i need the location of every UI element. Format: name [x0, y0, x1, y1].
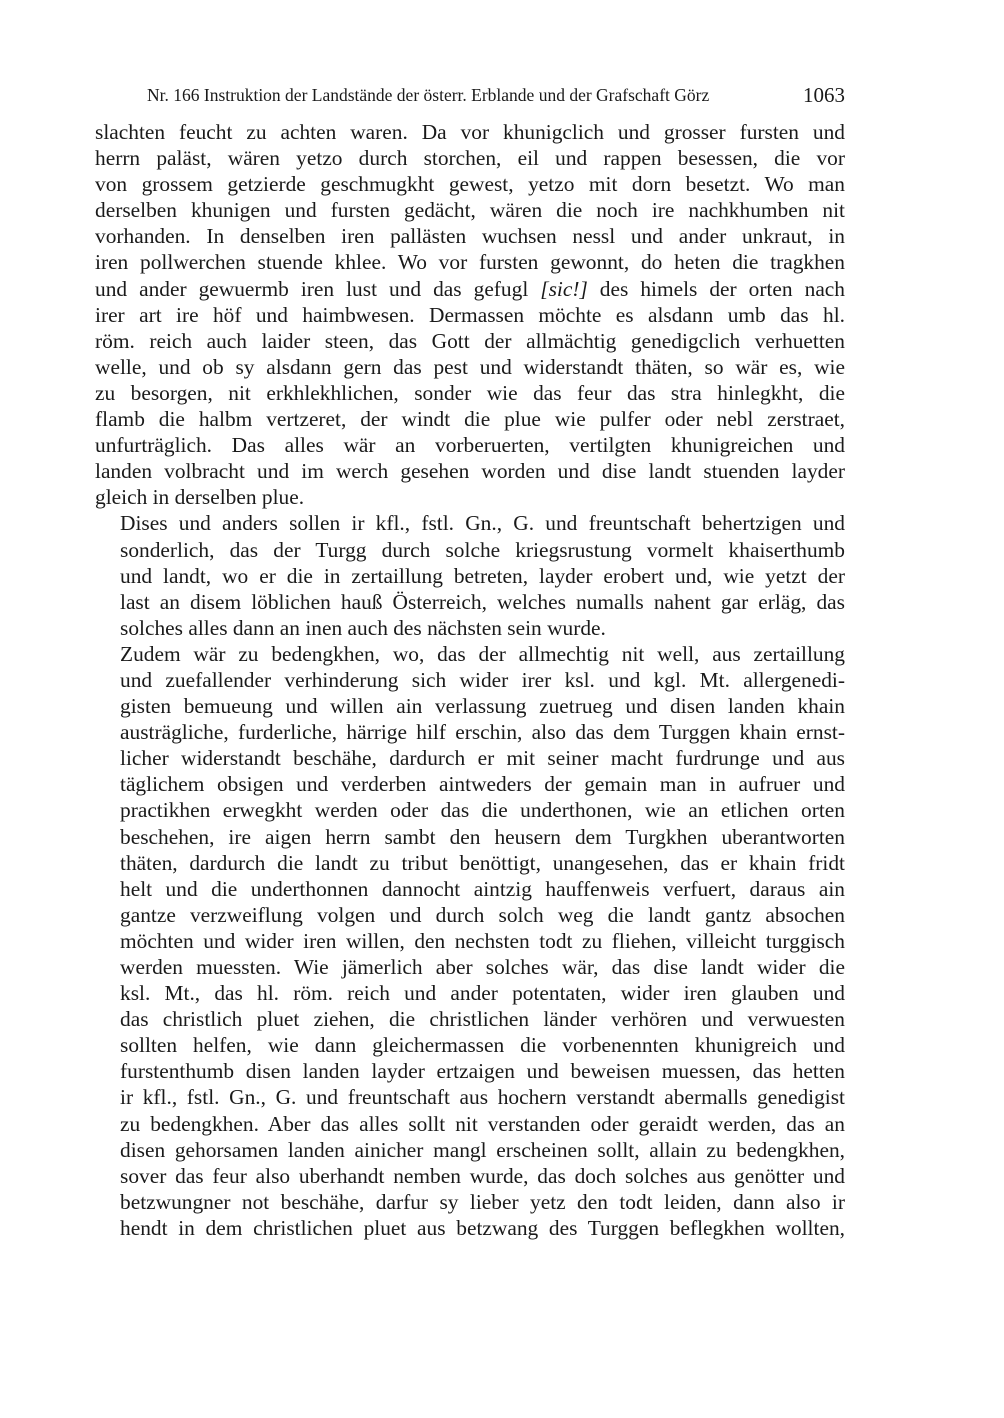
text-line: ksl. Mt., das hl. röm. reich und ander potentaten, wider iren glauben und [120, 981, 845, 1006]
paragraph [95, 119, 845, 510]
text-line: solches alles dann an inen auch des nächsten sein wurde. [120, 615, 606, 640]
text-line: licher widerstandt beschähe, dardurch er mit seiner macht furdrunge und aus [120, 746, 845, 771]
running-head-title: Nr. 166 Instruktion der Landstände der österr. Erblande und der Grafschaft Görz [147, 85, 710, 105]
text-line: und ander gewuermb iren lust und das gefugl [sic!] des himels der orten nach [95, 276, 845, 301]
text-line: disen gehorsamen landen ainicher mangl erscheinen sollt, allain zu bedengkhen, [120, 1137, 845, 1162]
text-line: helt und die underthonnen dannocht aintzig hauffenweis verfuert, daraus ain [120, 876, 845, 901]
body-text [95, 119, 845, 1241]
text-line: unfurträglich. Das alles wär an vorberuerten, vertilgten khunigreichen und [95, 433, 845, 458]
text-line: gantze verzweiflung volgen und durch solch weg die landt gantz absochen [120, 902, 845, 927]
text-line: gisten bemueung und willen ain verlassung zuetrueg und disen landen khain [120, 694, 845, 719]
text-line: das christlich pluet ziehen, die christlichen länder verhören und verwuesten [120, 1007, 845, 1032]
text-line: derselben khunigen und fursten gedächt, wären die noch ire nachkhumben nit [95, 198, 845, 223]
text-line: zu bedengkhen. Aber das alles sollt nit verstanden oder geraidt werden, das an [120, 1111, 845, 1136]
text-line: last an disem löblichen hauß Österreich, welches numalls nahent gar erläg, das [120, 589, 845, 614]
text-line: slachten feucht zu achten waren. Da vor khunigclich und grosser fursten und [95, 120, 845, 144]
page-number: 1063 [803, 83, 845, 107]
text-line: möchten und wider iren willen, den nechsten todt zu fliehen, villeicht turggisch [120, 928, 845, 953]
document-page [95, 78, 845, 1241]
paragraph [95, 641, 845, 1241]
text-line: zu besorgen, nit erkhlekhlichen, sonder wie das feur das stra hinlegkht, die [95, 380, 845, 405]
text-line: Zudem wär zu bedengkhen, wo, das der allmechtig nit well, aus zertaillung [120, 641, 845, 666]
text-line: practikhen erwegkht werden oder das die underthonen, wie an etlichen orten [120, 798, 845, 823]
text-line: landen volbracht und im werch gesehen worden und dise landt stuenden layder [95, 459, 845, 484]
text-line: täglichem obsigen und verderben aintweders der gemain man in aufruer und [120, 772, 845, 797]
text-line: ir kfl., fstl. Gn., G. und freuntschaft aus hochern verstandt abermalls genedigist [120, 1085, 845, 1110]
text-line: röm. reich auch laider steen, das Gott der allmächtig genedigclich verhuetten [95, 328, 845, 353]
text-line: hendt in dem christlichen pluet aus betzwang des Turggen beflegkhen wollten, [120, 1215, 845, 1240]
text-line: und landt, wo er die in zertaillung betreten, layder erobert und, wie yetzt der [120, 563, 845, 588]
text-line: und zuefallender verhinderung sich wider irer ksl. und kgl. Mt. allergenedi- [120, 667, 845, 692]
running-head [95, 78, 845, 112]
sic-annotation: [sic!] [540, 276, 588, 301]
text-line: austrägliche, furderliche, härrige hilf erschin, also das dem Turggen khain ernst- [120, 720, 845, 745]
text-line: thäten, dardurch die landt zu tribut benöttigt, unangesehen, das er khain fridt [120, 850, 845, 875]
text-line: sollten helfen, wie dann gleichermassen die vorbenennten khunigreich und [120, 1033, 845, 1058]
text-line: gleich in derselben plue. [95, 485, 305, 510]
text-line: von grossem getzierde geschmugkht gewest, yetzo mit dorn besetzt. Wo man [95, 172, 845, 197]
text-line: herrn paläst, wären yetzo durch storchen, eil und rappen besessen, die vor [95, 146, 845, 171]
text-line: sonderlich, das der Turgg durch solche kriegsrustung vormelt khaiserthumb [120, 537, 845, 562]
text-line: flamb die halbm vertzeret, der windt die plue wie pulfer oder nebl zerstraet, [95, 407, 845, 432]
text-line: Dises und anders sollen ir kfl., fstl. Gn., G. und freuntschaft behertzigen und [120, 511, 845, 536]
text-line: furstenthumb disen landen layder ertzaigen und beweisen muessen, das hetten [120, 1059, 845, 1084]
text-line: welle, und ob sy alsdann gern das pest und widerstandt thäten, so wär es, wie [95, 354, 845, 379]
text-line: sover das feur also uberhandt nemben wurde, das doch solches aus genötter und [120, 1163, 845, 1188]
text-line: irer art ire höf und haimbwesen. Dermassen möchte es alsdann umb das hl. [95, 302, 845, 327]
text-line: vorhanden. In denselben iren pallästen wuchsen nessl und ander unkraut, in [95, 224, 845, 249]
text-line: iren pollwerchen stuende khlee. Wo vor fursten gewonnt, do heten die tragkhen [95, 250, 845, 275]
text-line: betzwungner not beschähe, darfur sy lieber yetz den todt leiden, dann also ir [120, 1189, 845, 1214]
paragraph [95, 510, 845, 640]
text-line: beschehen, ire aigen herrn sambt den heusern dem Turgkhen uberantworten [120, 824, 845, 849]
text-line: werden muessten. Wie jämerlich aber solches wär, das dise landt wider die [120, 955, 845, 979]
